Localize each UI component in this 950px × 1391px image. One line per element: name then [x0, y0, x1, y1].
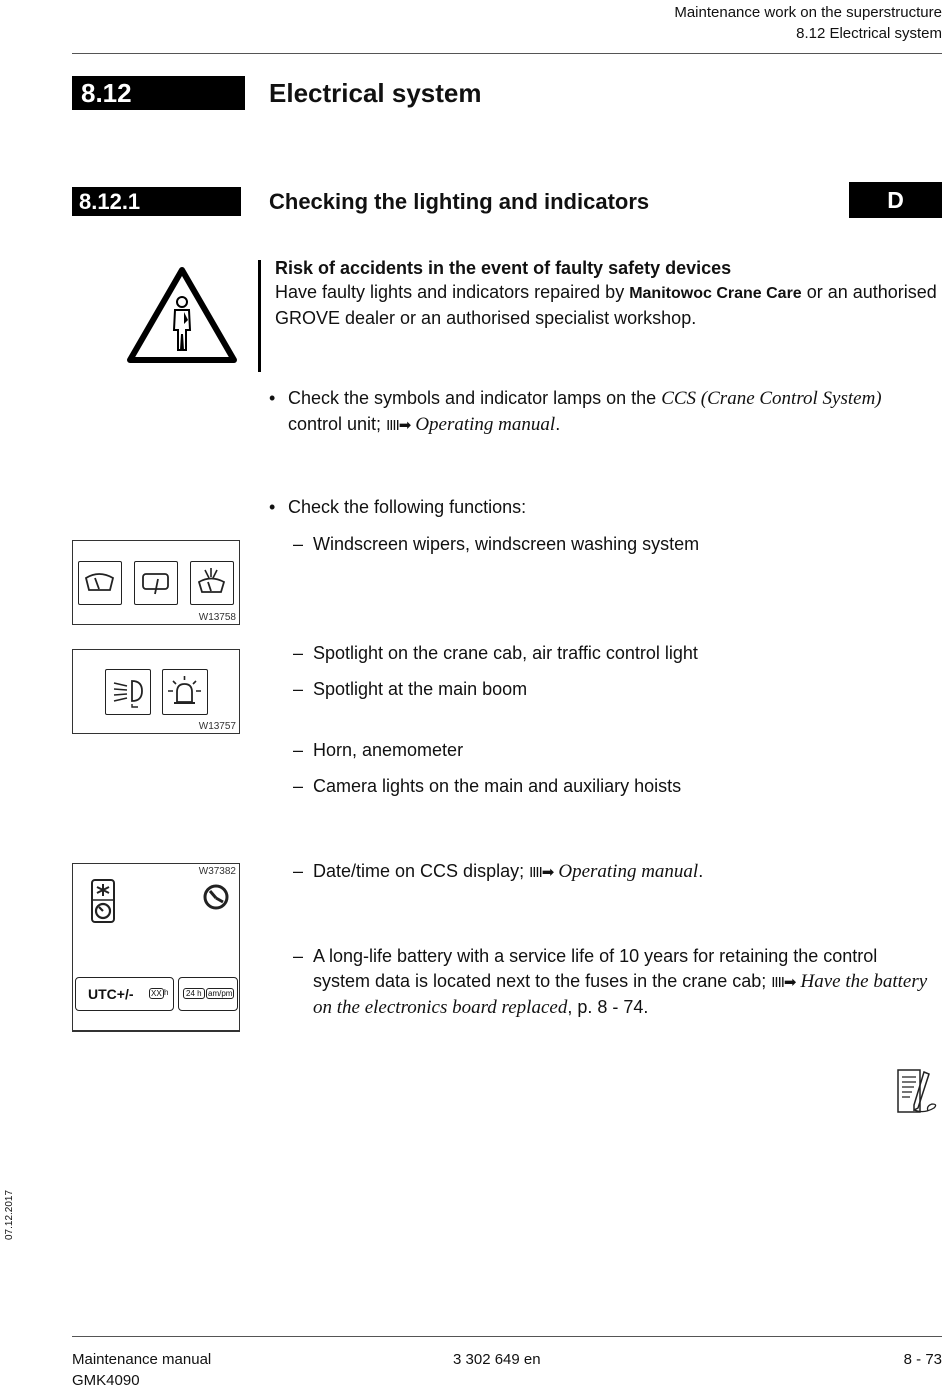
dash-marker: – — [293, 946, 304, 966]
settings-clock-icon — [91, 879, 115, 923]
dash-marker: – — [293, 861, 304, 881]
reference-arrow-icon: IIII➡ — [386, 416, 411, 434]
list-item-camera — [293, 774, 943, 800]
datetime-end: . — [698, 861, 704, 881]
camera-text: Camera lights on the main and auxiliary hoists — [313, 776, 682, 796]
subsection-number: 8.12.1 — [72, 187, 241, 216]
warning-bar — [258, 260, 261, 372]
bullet1-end: . — [555, 413, 561, 434]
beacon-light-icon — [162, 669, 208, 715]
figure-label: W37382 — [198, 866, 236, 877]
figure-wipers — [72, 540, 240, 625]
utc-h-label: h — [164, 988, 169, 997]
header-rule — [72, 53, 942, 54]
dash-marker: – — [293, 534, 304, 554]
ampm-label: am/pm — [208, 989, 233, 998]
wipers-text: Windscreen wipers, windscreen washing system — [313, 534, 700, 554]
battery-replace-link[interactable]: Have the battery on the electronics board replaced — [313, 970, 928, 1018]
header-chapter: Maintenance work on the superstructure — [674, 4, 942, 21]
list-item-wipers — [293, 532, 943, 558]
warning-text — [275, 256, 940, 330]
horn-text: Horn, anemometer — [313, 740, 464, 760]
figure-label: W13758 — [198, 612, 236, 623]
dash-marker: – — [293, 679, 304, 699]
bullet-functions-check — [269, 495, 949, 521]
warning-text-part2: or an authorised GROVE dealer or an authorised specialist workshop. — [275, 282, 937, 328]
footer-rule — [72, 1336, 942, 1337]
operating-manual-link[interactable]: Operating manual — [558, 861, 699, 882]
bullet-marker: • — [269, 497, 276, 517]
footer-left — [72, 1349, 211, 1391]
ccs-label: CCS (Crane Control System) — [661, 388, 882, 409]
footer-model: GMK4090 — [72, 1372, 140, 1389]
reference-arrow-icon: IIII➡ — [771, 973, 796, 991]
footer-manual: Maintenance manual — [72, 1351, 212, 1368]
utc-xx-label: XX — [151, 989, 162, 998]
bullet2-text: Check the following functions: — [288, 497, 527, 517]
dash-marker: – — [293, 643, 304, 663]
battery-text: A long-life battery with a service life of 10 years for retaining the control system data is located next to the fuses in the crane cab; — [313, 946, 878, 991]
battery-end: , p. 8 - 74. — [567, 997, 649, 1017]
datetime-text: Date/time on CCS display; — [313, 861, 530, 881]
footer-doc-number: 3 302 649 en — [453, 1351, 541, 1368]
spotlight-icon — [105, 669, 151, 715]
wiper-icon — [78, 561, 122, 605]
section-title: Electrical system — [269, 78, 482, 108]
bullet1-text1: Check the symbols and indicator lamps on the — [288, 388, 662, 408]
header-section: 8.12 Electrical system — [796, 25, 942, 42]
list-item-battery — [293, 944, 943, 1020]
brand-name: Manitowoc Crane Care — [629, 285, 802, 302]
dash-marker: – — [293, 776, 304, 796]
warning-text-part1: Have faulty lights and indicators repaired by — [275, 282, 630, 302]
list-item-spotlight-boom — [293, 677, 943, 703]
bullet-ccs-check — [269, 386, 949, 436]
reference-arrow-icon: IIII➡ — [529, 864, 554, 881]
bullet1-text2: control unit; — [288, 413, 387, 434]
clock-icon — [201, 882, 231, 912]
running-header — [674, 2, 942, 44]
rear-wiper-icon — [134, 561, 178, 605]
list-item-spotlight-cab — [293, 641, 943, 667]
warning-body — [275, 280, 940, 330]
time-format-button[interactable] — [178, 977, 238, 1011]
page-number: 8 - 73 — [903, 1351, 942, 1368]
utc-button[interactable] — [75, 977, 174, 1011]
warning-heading: Risk of accidents in the event of faulty safety devices — [275, 258, 732, 278]
24h-label: 24 h — [183, 988, 205, 999]
bullet-marker: • — [269, 388, 276, 408]
spotlight-boom-text: Spotlight at the main boom — [313, 679, 528, 699]
figure-lights — [72, 649, 240, 734]
list-item-datetime — [293, 859, 943, 885]
dash-marker: – — [293, 740, 304, 760]
figure-ccs-display — [72, 863, 240, 1032]
figure-label: W13757 — [198, 721, 236, 732]
washer-icon — [190, 561, 234, 605]
utc-label: UTC+/- — [88, 986, 134, 1002]
subsection-title: Checking the lighting and indicators — [269, 189, 650, 214]
operating-manual-link[interactable]: Operating manual — [415, 413, 556, 435]
warning-triangle-icon — [124, 264, 240, 366]
print-date: 07.12.2017 — [4, 1189, 15, 1240]
danger-badge: D — [849, 182, 942, 218]
spotlight-cab-text: Spotlight on the crane cab, air traffic control light — [313, 643, 698, 663]
list-item-horn — [293, 738, 943, 764]
note-icon — [894, 1068, 940, 1116]
section-number: 8.12 — [72, 76, 245, 110]
